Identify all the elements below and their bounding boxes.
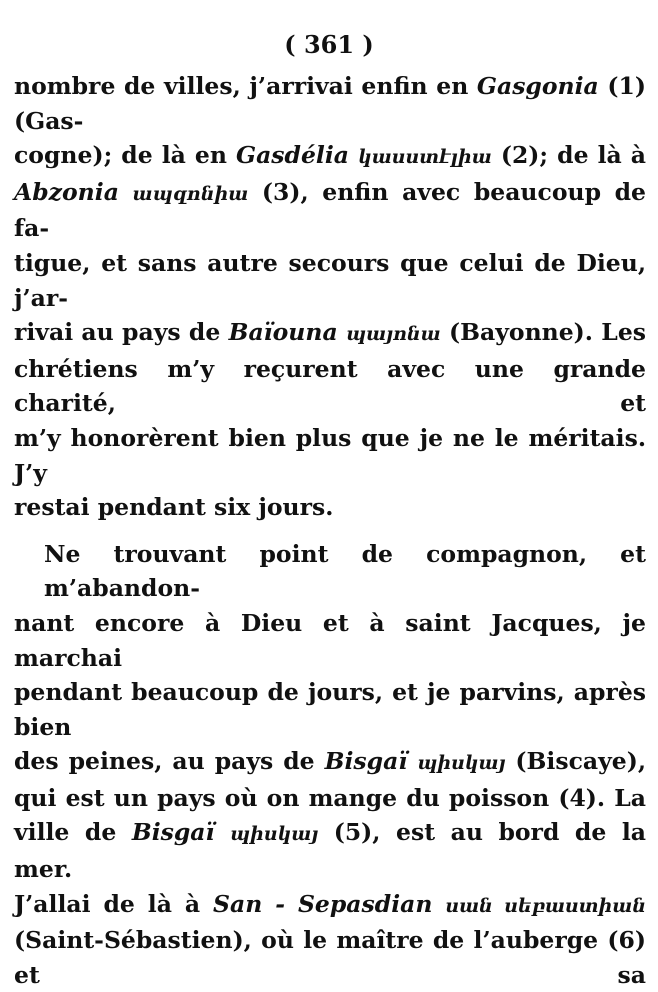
text-line — [14, 421, 646, 490]
text-line — [14, 887, 646, 924]
place-name: San - Sepasdian — [213, 889, 433, 918]
text-run — [119, 178, 133, 206]
text-run: nant encore à Dieu et à saint Jacques, je marchai — [14, 608, 646, 672]
text-line — [14, 246, 646, 315]
text-line — [14, 490, 646, 525]
text-line — [14, 537, 646, 606]
text-run: ville de — [14, 818, 132, 847]
text-run: (2); de là à — [491, 141, 646, 170]
text-line — [14, 69, 646, 138]
text-run: m’y honorèrent bien plus que je ne le méritais. J’y — [14, 423, 646, 487]
text-run — [349, 141, 358, 169]
text-run: pendant beaucoup de jours, et je parvins, après bien — [14, 678, 646, 741]
text-run: Ne trouvant point de compagnon, et m’abandon- — [44, 539, 646, 603]
text-line — [14, 923, 646, 992]
place-name: Bisgaï — [324, 747, 408, 776]
text-line — [14, 138, 646, 175]
page-number: ( 361 ) — [284, 30, 374, 59]
text-run: (Saint-Sébastien), où le maître de l’auberge (6) et sa — [14, 926, 646, 989]
text-run: (3), enfin avec beaucoup de fa- — [14, 177, 647, 243]
place-name: Gasgonia — [476, 72, 599, 100]
text-line — [14, 352, 646, 421]
armenian-term: պիսկայ — [417, 752, 506, 775]
text-line — [14, 815, 646, 886]
text-line — [14, 606, 646, 675]
text-run: (Bayonne). Les — [440, 318, 646, 347]
text-run: (Biscaye), — [505, 747, 647, 776]
text-run: qui est un pays où on mange du poisson (4). La — [14, 783, 646, 812]
armenian-term: կասստէլիա — [358, 146, 492, 169]
text-run: tigue, et sans autre secours que celui de Dieu, j’ar- — [14, 248, 646, 312]
text-run: chrétiens m’y reçurent avec une grande charité, et — [14, 354, 646, 418]
paragraph-2 — [14, 537, 646, 992]
text-run: nombre de villes, j’arrivai enfin en — [14, 72, 477, 100]
text-run — [432, 890, 445, 918]
text-line — [14, 781, 646, 816]
text-run: (5), est au bord de la mer. — [14, 818, 646, 884]
text-line — [14, 315, 646, 352]
text-run: J’allai de là à — [14, 889, 214, 918]
text-run — [407, 747, 417, 775]
text-line — [14, 744, 646, 781]
place-name: Abzonia — [14, 177, 119, 206]
text-run — [214, 818, 230, 846]
place-name: Baïouna — [228, 318, 338, 347]
text-line — [14, 675, 646, 744]
place-name: Bisgaï — [131, 818, 215, 847]
place-name: Gasdélia — [236, 141, 350, 170]
text-run: des peines, au pays de — [14, 747, 325, 776]
text-run: (1) (Gas- — [14, 72, 646, 135]
armenian-term: ապզոնիա — [132, 182, 249, 205]
armenian-term: պայոնա — [346, 323, 441, 346]
text-run — [338, 318, 346, 346]
text-run: restai pendant six jours. — [14, 493, 334, 522]
armenian-term: սան սեբաստիան — [445, 894, 646, 917]
paragraph-1 — [14, 69, 646, 525]
armenian-term: պիսկայ — [230, 823, 319, 846]
text-run: cogne); de là en — [14, 141, 237, 170]
text-line — [14, 175, 646, 246]
main-text — [14, 69, 646, 992]
text-run: rivai au pays de — [14, 318, 229, 347]
